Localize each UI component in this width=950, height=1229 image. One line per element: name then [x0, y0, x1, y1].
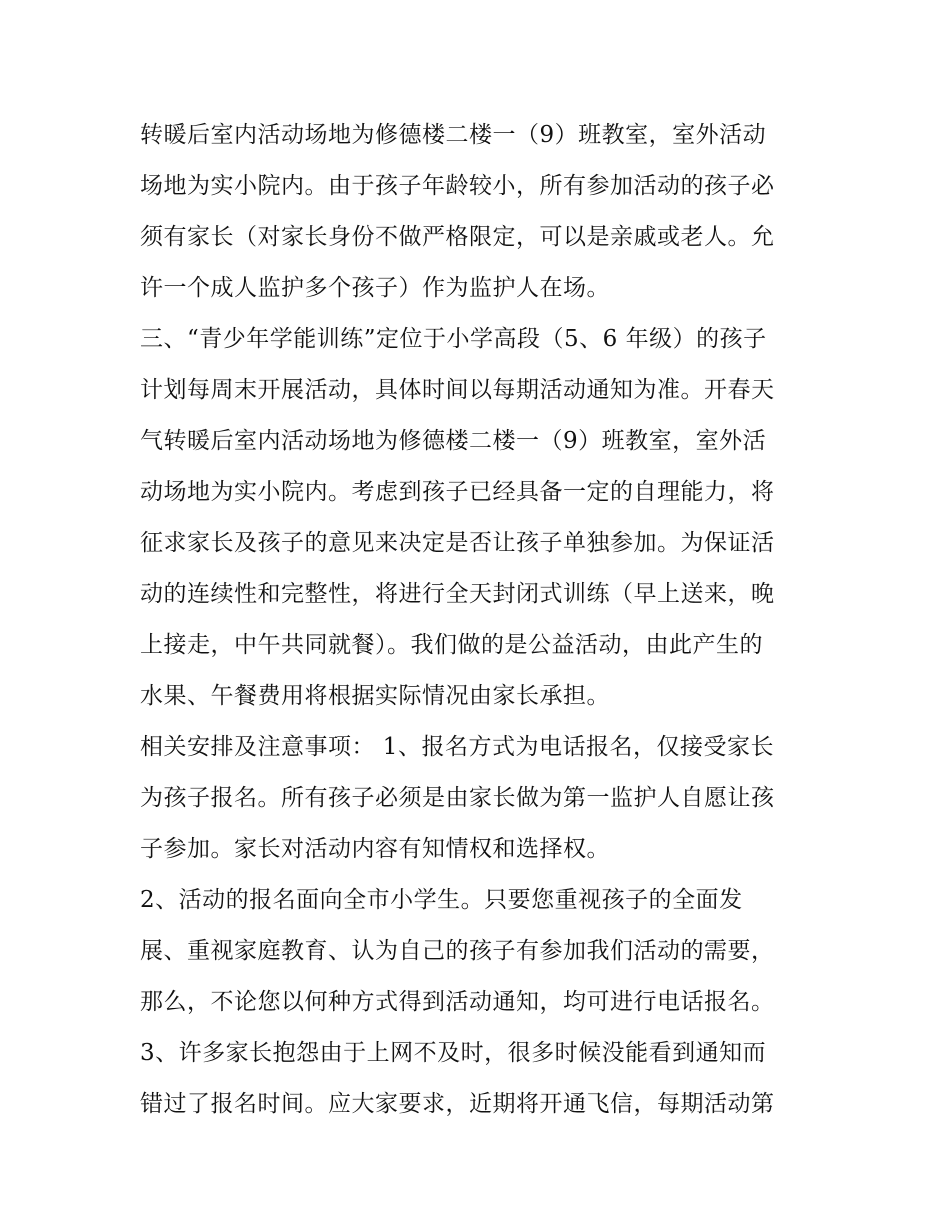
text-line: 须有家长（对家长身份不做严格限定，可以是亲戚或老人。允: [140, 224, 775, 250]
text-line: 3、许多家长抱怨由于上网不及时，很多时候没能看到通知而: [140, 1040, 767, 1066]
text-line: 上接走，中午共同就餐）。我们做的是公益活动，由此产生的: [140, 632, 763, 658]
text-line: 动场地为实小院内。考虑到孩子已经具备一定的自理能力，将: [140, 479, 775, 505]
text-line: 动的连续性和完整性，将进行全天封闭式训练（早上送来，晚: [140, 581, 775, 607]
text-line: 为孩子报名。所有孩子必须是由家长做为第一监护人自愿让孩: [140, 785, 775, 811]
text-line: 子参加。家长对活动内容有知情权和选择权。: [140, 836, 610, 862]
text-line: 征求家长及孩子的意见来决定是否让孩子单独参加。为保证活: [140, 530, 775, 556]
body-text: [140, 110, 820, 1130]
text-line: 许一个成人监护多个孩子）作为监护人在场。: [140, 275, 610, 301]
text-line: 气转暖后室内活动场地为修德楼二楼一（9）班教室，室外活: [140, 428, 767, 454]
text-line: 相关安排及注意事项： 1、报名方式为电话报名，仅接受家长: [140, 734, 774, 760]
text-line: 三、“青少年学能训练”定位于小学高段（5、6 年级）的孩子: [140, 326, 767, 352]
text-line: 错过了报名时间。应大家要求，近期将开通飞信，每期活动第: [140, 1091, 775, 1117]
text-line: 水果、午餐费用将根据实际情况由家长承担。: [140, 683, 610, 709]
text-line: 场地为实小院内。由于孩子年龄较小，所有参加活动的孩子必: [140, 173, 775, 199]
text-line: 2、活动的报名面向全市小学生。只要您重视孩子的全面发: [140, 887, 743, 913]
text-line: 那么，不论您以何种方式得到活动通知，均可进行电话报名。: [140, 989, 775, 1015]
text-line: 计划每周末开展活动，具体时间以每期活动通知为准。开春天: [140, 377, 775, 403]
text-line: 展、重视家庭教育、认为自己的孩子有参加我们活动的需要，: [140, 938, 775, 964]
text-line: 转暖后室内活动场地为修德楼二楼一（9）班教室，室外活动: [140, 122, 767, 148]
